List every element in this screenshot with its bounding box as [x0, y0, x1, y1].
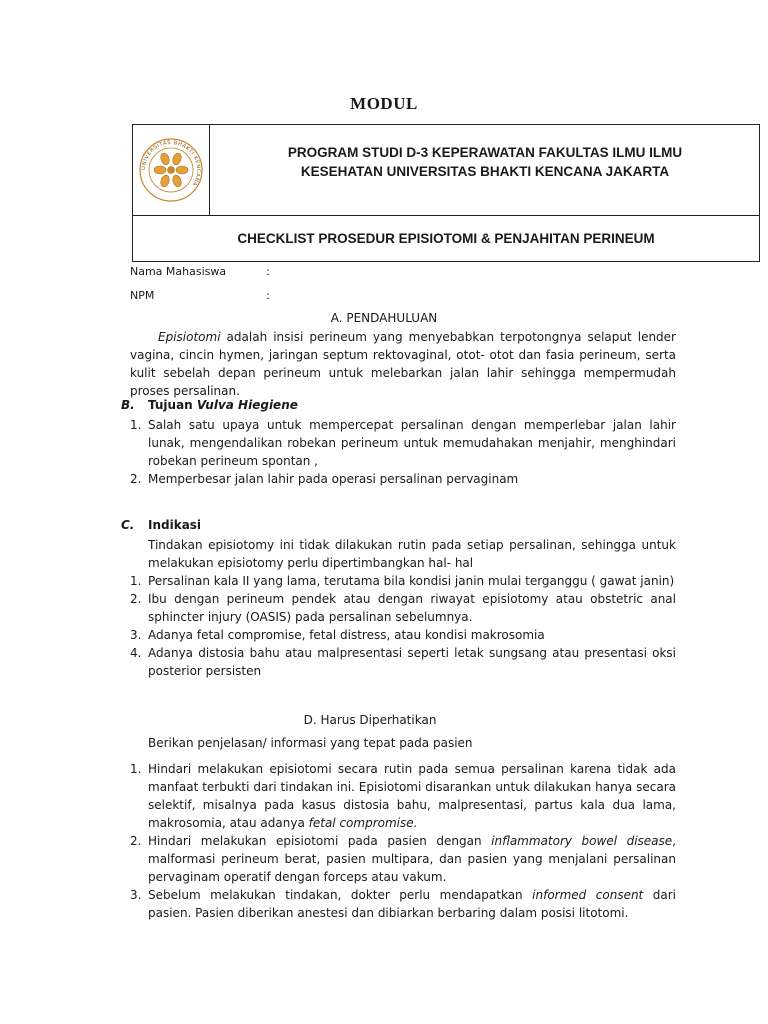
list-item: 3. Sebelum melakukan tindakan, dokter perlu mendapatkan informed consent dari pasien. Pasien diberikan anestesi dan dibiarkan berbaring dalam posisi litotomi.: [130, 888, 676, 920]
institution-line-1: PROGRAM STUDI D-3 KEPERAWATAN FAKULTAS ILMU ILMU: [287, 145, 683, 160]
header-table: [132, 124, 760, 262]
section-a-heading: A. PENDAHULUAN: [330, 311, 438, 325]
list-item: 2. Memperbesar jalan lahir pada operasi persalinan pervaginam: [130, 472, 519, 486]
section-c-list: [130, 572, 676, 680]
section-d-heading: D. Harus Diperhatikan: [303, 713, 437, 727]
list-item: 4. Adanya distosia bahu atau malpresentasi seperti letak sungsang atau presentasi oksi posterior persisten: [130, 646, 676, 678]
section-c-heading: [121, 518, 201, 532]
section-c-intro: Tindakan episiotomy ini tidak dilakukan rutin pada setiap persalinan, sehingga untuk melakukan episiotomy perlu dipertimbangkan hal- hal: [148, 538, 676, 570]
header-row: [133, 125, 759, 216]
section-a-text: adalah insisi perineum yang menyebabkan terpotongnya selaput lender vagina, cincin hymen, jaringan septum rektovaginal, otot- otot dan fasia perineum, serta kulit sebelah depan perineum untuk melebarkan jalan lahir sehingga mempermudah proses persalinan.: [130, 330, 676, 398]
npm-field: [130, 289, 270, 302]
section-b-heading: [121, 398, 298, 412]
student-name-label: Nama Mahasiswa: [130, 265, 227, 278]
list-item: 2. Ibu dengan perineum pendek atau dengan riwayat episiotomy atau obstetric anal sphincter injury (OASIS) pada persalinan sebelumnya.: [130, 592, 676, 624]
section-a-paragraph: [130, 328, 676, 400]
checklist-title: CHECKLIST PROSEDUR EPISIOTOMI & PENJAHITAN PERINEUM: [237, 231, 655, 246]
section-c-title: Indikasi: [148, 518, 202, 532]
section-b-title-italic: Vulva Hiegiene: [196, 398, 298, 412]
npm-label: NPM: [130, 289, 155, 302]
logo-ring-text: UNIVERSITAS BHAKTI KENCANA: [140, 139, 202, 188]
npm-colon: :: [266, 289, 270, 302]
list-item: 1. Salah satu upaya untuk mempercepat persalinan dengan memperlebar jalan lahir lunak, mengendalikan robekan perineum untuk memudahakan menjahir, menghindari robekan perineum spontan ,: [130, 418, 676, 468]
list-item: 1. Persalinan kala II yang lama, terutama bila kondisi janin mulai terganggu ( gawat janin): [130, 574, 675, 588]
list-item: 3. Adanya fetal compromise, fetal distress, atau kondisi makrosomia: [130, 628, 545, 642]
section-d-intro: Berikan penjelasan/ informasi yang tepat pada pasien: [148, 736, 473, 750]
student-name-field: [130, 265, 270, 278]
episiotomi-term: Episiotomi: [158, 330, 221, 344]
list-item: 2. Hindari melakukan episiotomi pada pasien dengan inflammatory bowel disease, malformasi perineum berat, pasien multipara, dan pasien yang menjalani persalinan pervaginam operatif dengan forceps atau vakum.: [130, 834, 676, 884]
student-name-colon: :: [266, 265, 270, 278]
section-b-list: [130, 416, 676, 488]
section-b-title: Tujuan: [148, 398, 197, 412]
section-d-list: [130, 760, 676, 922]
university-logo-icon: [138, 137, 204, 203]
section-b-letter: B.: [121, 398, 135, 412]
section-c-letter: C.: [121, 518, 135, 532]
list-item: 1. Hindari melakukan episiotomi secara rutin pada semua persalinan karena tidak ada manfaat terbukti dari tindakan ini. Episiotomi disarankan untuk dilakukan hanya secara selektif, misalnya pada kasus distosia bahu, malpresentasi, partus kala dua lama, makrosomia, atau adanya fetal compromise.: [130, 762, 676, 830]
logo-cell: [133, 125, 210, 215]
institution-line-2: KESEHATAN UNIVERSITAS BHAKTI KENCANA JAKARTA: [300, 164, 670, 179]
institution-name: [211, 143, 759, 181]
document-title: MODUL: [350, 94, 418, 113]
